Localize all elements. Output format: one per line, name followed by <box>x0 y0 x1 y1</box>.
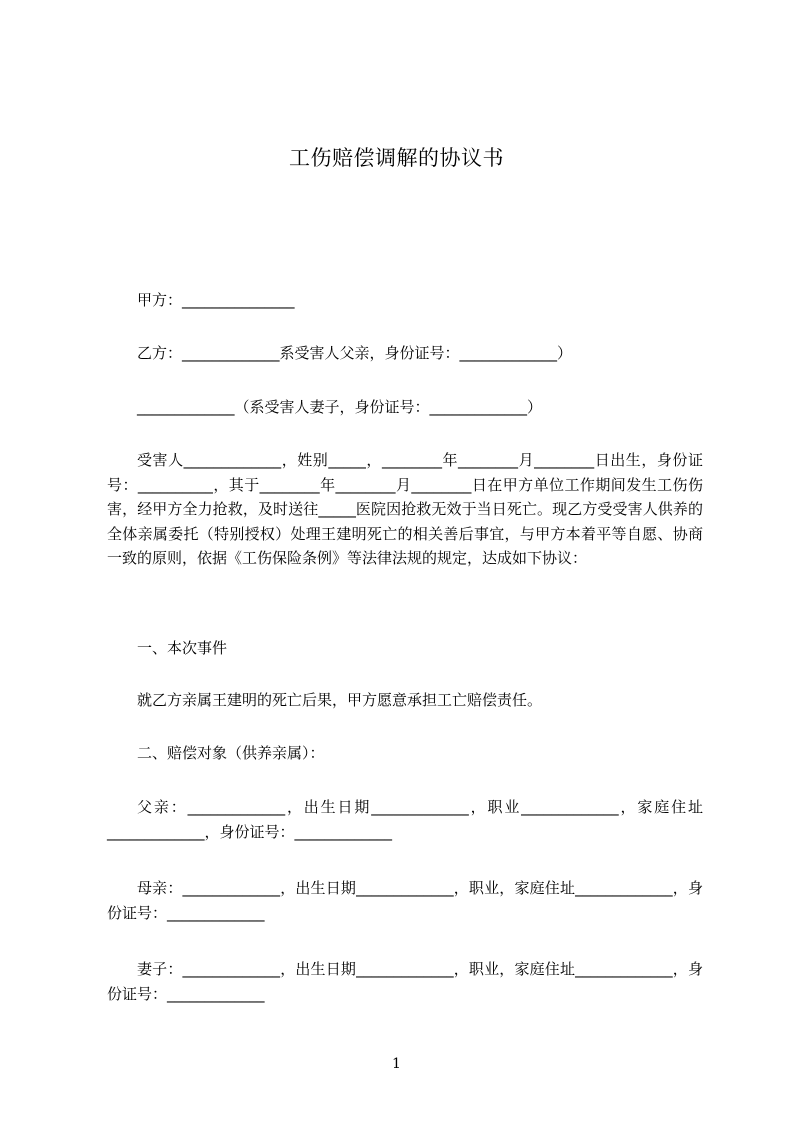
intro-paragraph: 受害人_____________，姓别_____，________年________月________日出生，身份证号：__________，其于________年________月________日在甲方单位工作期间发生工伤伤害，经甲方全力抢救，及时送往_____医院因抢救无效于当日死亡。现乙方受受害人供养的全体亲属委托（特别授权）处理王建明死亡的相关善后事宜，与甲方本着平等自愿、协商一致的原则，依据《工伤保险条例》等法律法规的规定，达成如下协议： <box>107 451 703 567</box>
father-entry: 父亲：_____________，出生日期_____________，职业_____________，家庭住址_____________，身份证号：_____________ <box>107 798 703 841</box>
party-b-wife-line: _____________（系受害人妻子，身份证号：_____________） <box>137 398 543 416</box>
section2-heading: 二、赔偿对象（供养亲属）： <box>137 744 325 762</box>
document-title: 工伤赔偿调解的协议书 <box>289 146 504 170</box>
page-number: 1 <box>392 1056 401 1072</box>
wife-entry: 妻子：_____________，出生日期_____________，职业，家庭住址_____________，身份证号：_____________ <box>107 960 703 1003</box>
mother-entry: 母亲：_____________，出生日期_____________，职业，家庭住址_____________，身份证号：_____________ <box>107 879 703 922</box>
section1-body: 就乙方亲属王建明的死亡后果，甲方愿意承担工亡赔偿责任。 <box>137 691 543 709</box>
party-b-father-line: 乙方：_____________系受害人父亲，身份证号：_____________） <box>137 344 573 362</box>
party-a-line: 甲方：_______________ <box>137 291 295 309</box>
section1-heading: 一、本次事件 <box>137 639 228 657</box>
